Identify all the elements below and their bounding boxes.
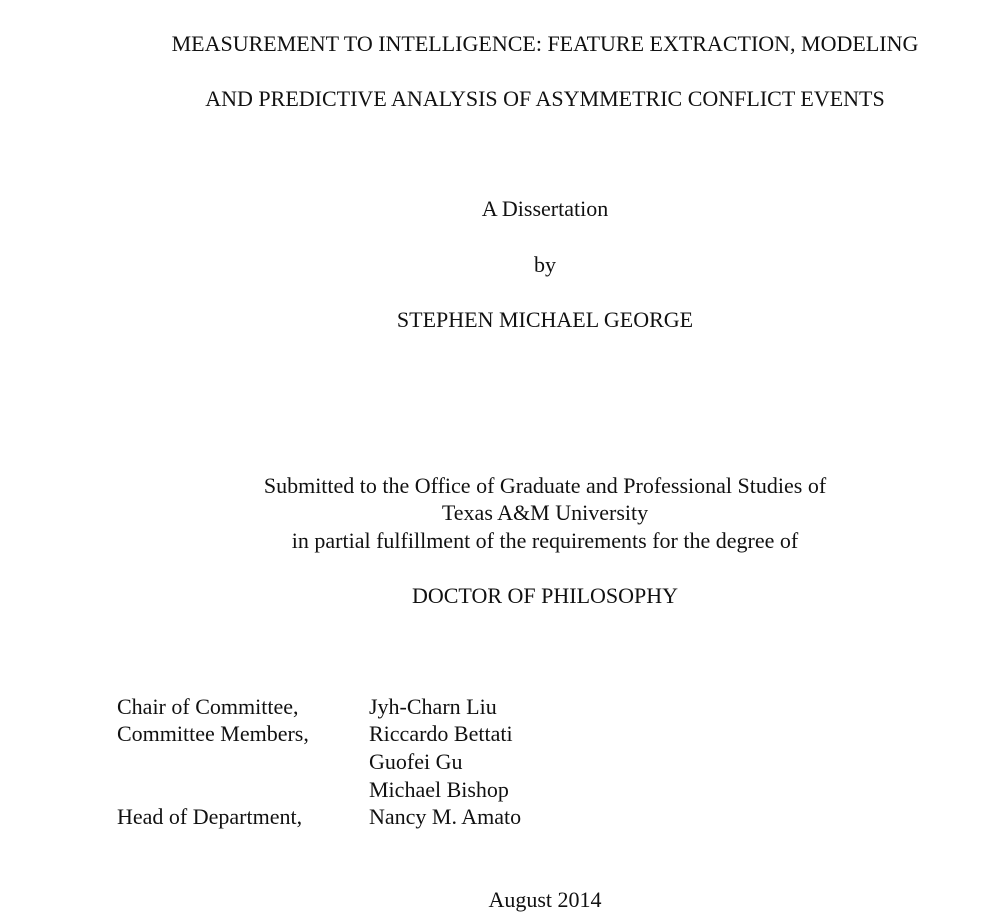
degree-name: DOCTOR OF PHILOSOPHY	[411, 583, 679, 608]
title-line-2: AND PREDICTIVE ANALYSIS OF ASYMMETRIC CONFLICT EVENTS	[205, 86, 885, 111]
head-role: Head of Department,	[117, 804, 303, 829]
committee-member: Michael Bishop	[369, 777, 509, 802]
document-type: A Dissertation	[481, 196, 609, 221]
author-name: STEPHEN MICHAEL GEORGE	[396, 307, 694, 332]
members-role: Committee Members,	[117, 721, 309, 746]
submission-line-2: Texas A&M University	[441, 500, 649, 525]
chair-role: Chair of Committee,	[117, 694, 299, 719]
chair-name: Jyh-Charn Liu	[369, 694, 497, 719]
submission-line-3: in partial fulfillment of the requirements for the degree of	[291, 528, 799, 553]
committee-member: Riccardo Bettati	[369, 721, 513, 746]
head-name: Nancy M. Amato	[369, 804, 522, 829]
title-line-1: MEASUREMENT TO INTELLIGENCE: FEATURE EXTRACTION, MODELING	[171, 31, 919, 56]
by-label: by	[534, 252, 556, 277]
submission-date: August 2014	[488, 887, 602, 912]
committee-member: Guofei Gu	[369, 749, 463, 774]
submission-line-1: Submitted to the Office of Graduate and Professional Studies of	[263, 473, 827, 498]
